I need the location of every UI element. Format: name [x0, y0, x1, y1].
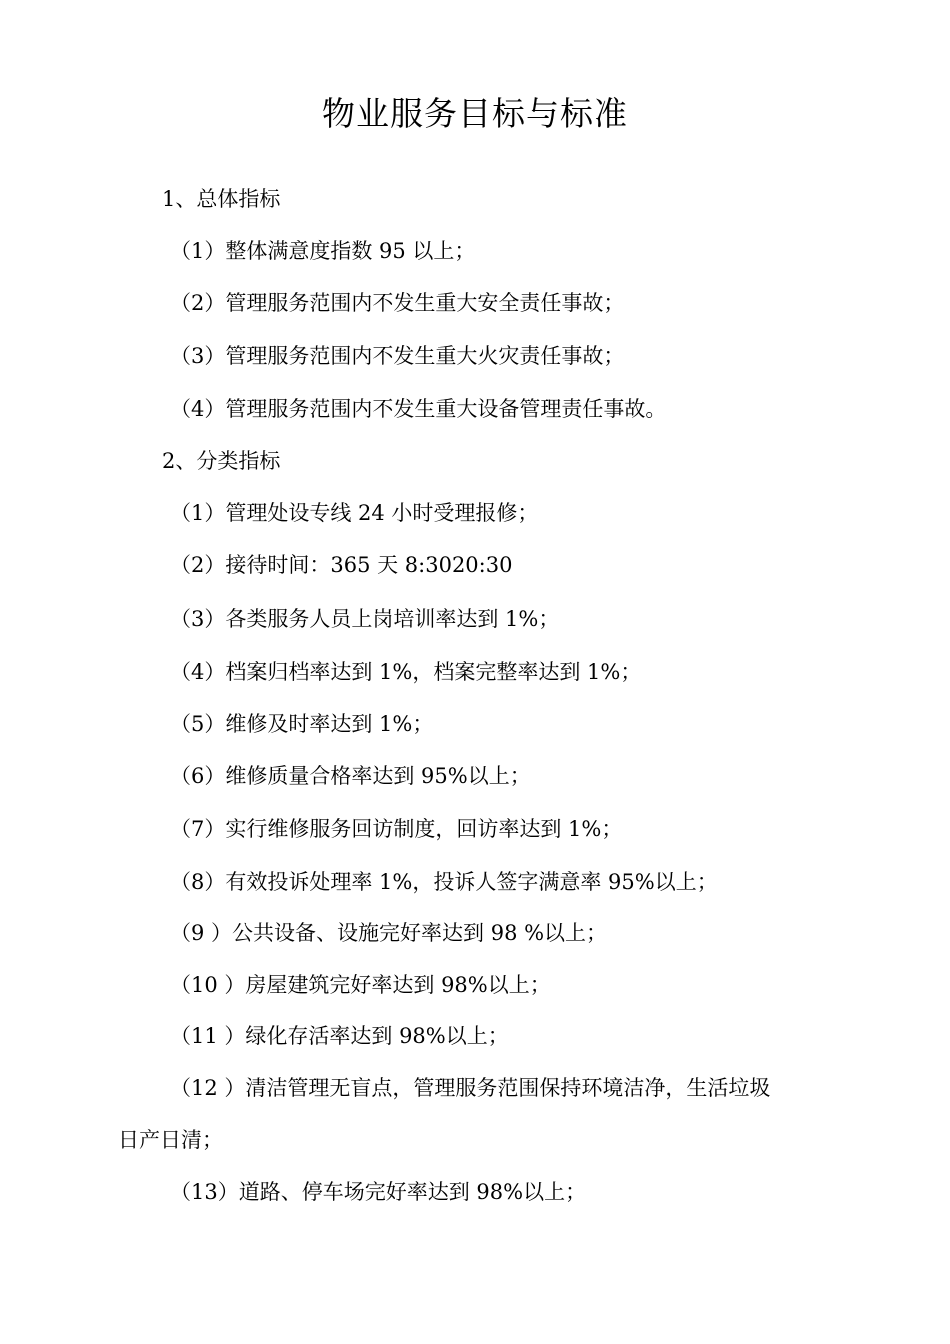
list-item: （1）整体满意度指数 95 以上；	[170, 239, 476, 263]
list-item: （4）档案归档率达到 1%，档案完整率达到 1%；	[170, 660, 642, 684]
list-item: （5）维修及时率达到 1%；	[170, 712, 434, 736]
list-item: （3）各类服务人员上岗培训率达到 1%；	[170, 607, 560, 631]
list-item-continuation: 日产日清；	[118, 1128, 223, 1152]
list-item: （9 ）公共设备、设施完好率达到 98 %以上；	[170, 921, 608, 945]
list-item: （13）道路、停车场完好率达到 98%以上；	[170, 1180, 587, 1204]
list-item: （3）管理服务范围内不发生重大火灾责任事故；	[170, 344, 625, 368]
list-item: （7）实行维修服务回访制度，回访率达到 1%；	[170, 817, 623, 841]
list-item: （2）管理服务范围内不发生重大安全责任事故；	[170, 291, 625, 315]
list-item: （6）维修质量合格率达到 95%以上；	[170, 764, 531, 788]
list-item: （10 ）房屋建筑完好率达到 98%以上；	[170, 973, 551, 997]
list-item: （11 ）绿化存活率达到 98%以上；	[170, 1024, 509, 1048]
section-heading-overall: 1、总体指标	[162, 187, 281, 211]
page-title: 物业服务目标与标准	[322, 94, 628, 133]
list-item: （2）接待时间：365 天 8:3020:30	[170, 553, 513, 577]
list-item: （8）有效投诉处理率 1%，投诉人签字满意率 95%以上；	[170, 870, 718, 894]
list-item: （12 ）清洁管理无盲点，管理服务范围保持环境洁净，生活垃圾	[170, 1076, 771, 1100]
list-item: （1）管理处设专线 24 小时受理报修；	[170, 501, 539, 525]
list-item: （4）管理服务范围内不发生重大设备管理责任事故。	[170, 397, 667, 421]
section-heading-categories: 2、分类指标	[162, 449, 281, 473]
